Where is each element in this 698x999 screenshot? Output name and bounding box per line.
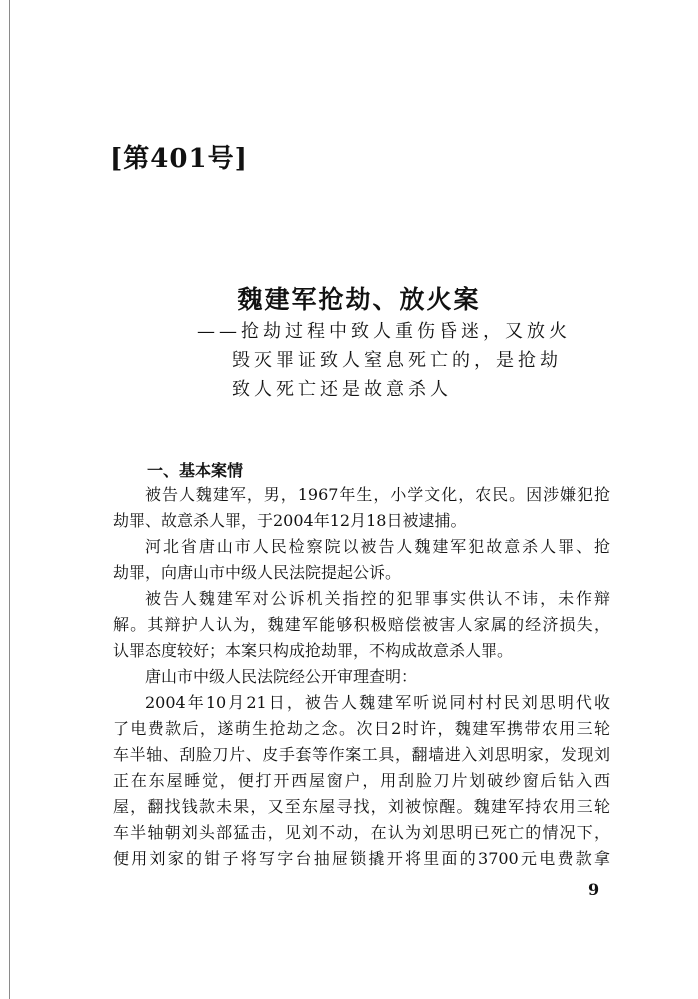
text-line: 认罪态度较好；本案只构成抢劫罪，不构成故意杀人罪。 (113, 641, 514, 660)
paragraph-court-finding (113, 664, 610, 690)
text-line: 解。其辩护人认为，魏建军能够积极赔偿被害人家属的经济损失， (113, 615, 610, 634)
case-number: [第401号] (110, 144, 248, 174)
case-title: 魏建军抢劫、放火案 (237, 285, 481, 314)
text-line: 被告人魏建军，男，1967年生，小学文化，农民。因涉嫌犯抢 (145, 485, 610, 504)
text-line: 正在东屋睡觉，便打开西屋窗户，用刮脸刀片划破纱窗后钻入西 (113, 771, 610, 790)
section-heading: 一、基本案情 (147, 461, 244, 480)
text-line: 了电费款后，遂萌生抢劫之念。次日2时许，魏建军携带农用三轮 (113, 719, 610, 738)
text-line: 劫罪、故意杀人罪，于2004年12月18日被逮捕。 (113, 511, 467, 530)
subtitle-line: 毁灭罪证致人窒息死亡的，是抢劫 (232, 350, 562, 371)
subtitle-line: 致人死亡还是故意杀人 (232, 379, 452, 400)
text-line: 被告人魏建军对公诉机关指控的犯罪事实供认不讳，未作辩 (145, 589, 610, 608)
page-edge-rule (9, 0, 10, 999)
text-line: 2004年10月21日，被告人魏建军听说同村村民刘思明代收 (145, 693, 610, 712)
paragraph-defendant-info (113, 482, 610, 534)
text-line: 河北省唐山市人民检察院以被告人魏建军犯故意杀人罪、抢 (145, 537, 610, 556)
text-line: 便用刘家的钳子将写字台抽屉锁撬开将里面的3700元电费款拿 (113, 849, 610, 868)
text-line: 唐山市中级人民法院经公开审理查明： (145, 667, 418, 686)
paragraph-facts (113, 690, 610, 872)
text-line: 车半轴朝刘头部猛击，见刘不动，在认为刘思明已死亡的情况下， (113, 823, 610, 842)
text-line: 劫罪，向唐山市中级人民法院提起公诉。 (113, 563, 402, 582)
text-line: 屋，翻找钱款未果，又至东屋寻找，刘被惊醒。魏建军持农用三轮 (113, 797, 610, 816)
text-line: 车半轴、刮脸刀片、皮手套等作案工具，翻墙进入刘思明家，发现刘 (113, 745, 610, 764)
paragraph-defense (113, 586, 610, 664)
subtitle-line: ——抢劫过程中致人重伤昏迷，又放火 (197, 321, 571, 342)
paragraph-prosecution (113, 534, 610, 586)
page-number: 9 (588, 880, 600, 899)
